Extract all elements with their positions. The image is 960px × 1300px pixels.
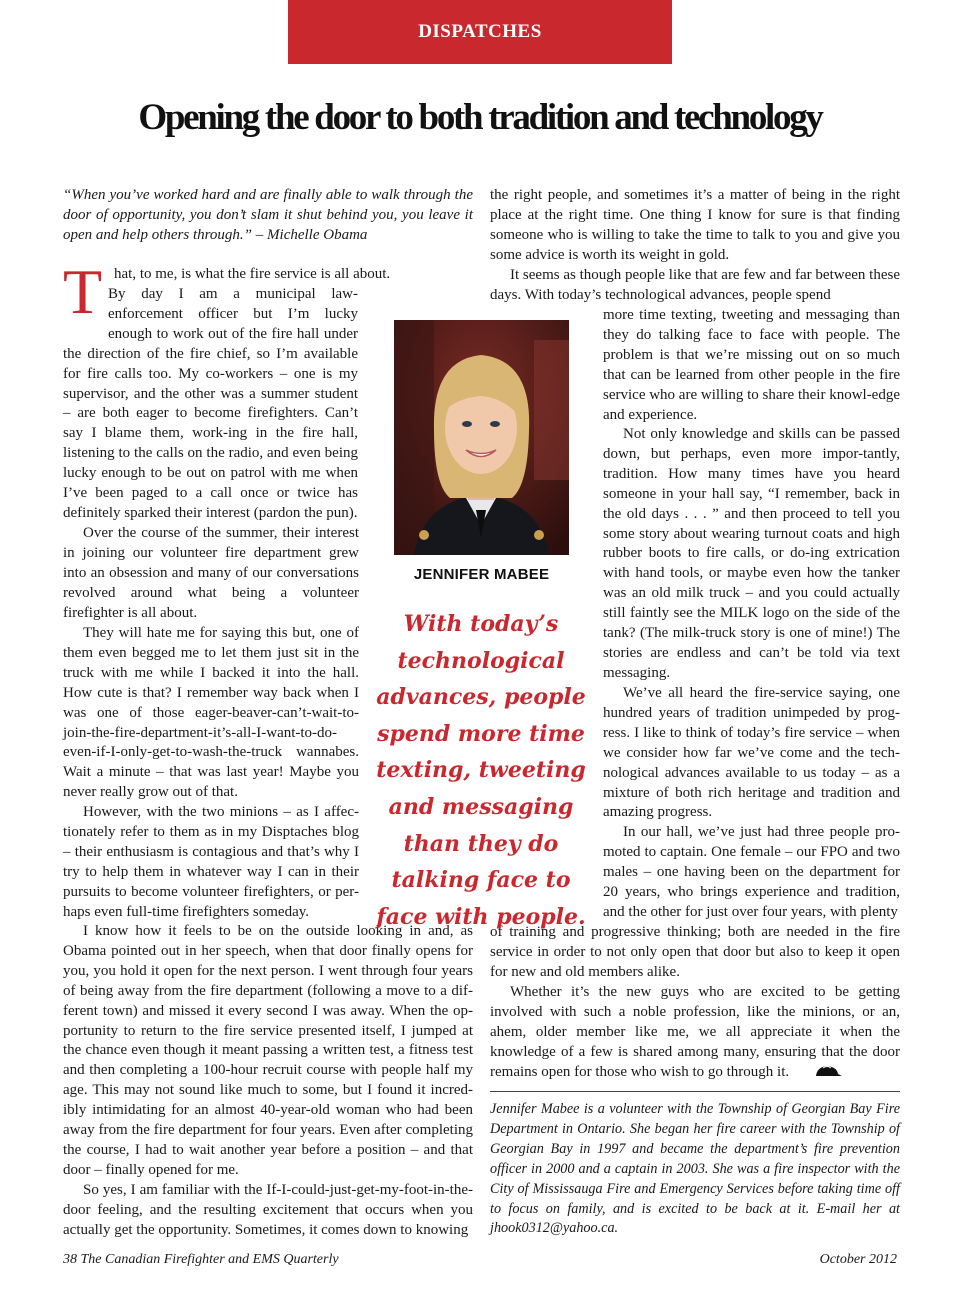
section-label: DISPATCHES xyxy=(418,21,542,42)
left-para-5: However, with the two minions – as I affec-tionately refer to them as in my Disptaches blog – their enthusiasm is contagious and that’s why I try to help them in whatever way I can in their pursuits to become volunteer firefighters, or per-haps even full-time firefighters someday. xyxy=(63,804,359,920)
photo-caption: JENNIFER MABEE xyxy=(413,566,550,583)
drop-cap: T xyxy=(63,256,103,327)
bio-divider xyxy=(490,1091,900,1092)
right-para-8 xyxy=(490,983,900,1085)
right-para-8-text: Whether it’s the new guys who are excited to be getting involved with such a noble profession, like the minions, or an, ahem, older member like me, we all appreciate it when the knowledge of a few is shared among many, ensuring that the door remains open for those who wish to go through it. xyxy=(490,984,900,1080)
pull-quote: With today’s technological advances, people spend more time texting, tweeting and messaging than they do talking face to face with people. xyxy=(376,611,586,930)
right-para-2: It seems as though people like that are few and far between these days. With today’s technological advances, people spend xyxy=(490,267,900,303)
left-para-1: hat, to me, is what the fire service is all about. xyxy=(114,266,391,282)
fire-helmet-icon xyxy=(793,1064,843,1085)
quote-attribution: – Michelle Obama xyxy=(252,226,368,243)
article-title: Opening the door to both tradition and technology xyxy=(138,97,822,138)
left-para-3: Over the course of the summer, their interest in joining our volunteer fire department grew into an obsession and many of our conversations revolved around what being a volunteer firefighter is all about. xyxy=(63,525,359,621)
opening-quote xyxy=(63,186,473,246)
left-para-7: So yes, I am familiar with the If-I-could-just-get-my-foot-in-the-door feeling, and the resulting excitement that occurs when you actually get the opportunity. Sometimes, it comes down to knowing xyxy=(63,1182,473,1238)
right-para-4: Not only knowledge and skills can be passed down, but perhaps, even more impor-tantly, tradition. How many times have you heard someone in your hall say, “I remember, back in the old days . . . ” and then proceed to tell you some story about wearing turnout coats and high rubber boots to fire calls, or do-ing extrication with hand tools, or maybe even how the tanker was an old milk truck – and you could actually still faintly see the MILK logo on the side of the tank? (The milk-truck story is one of mine!) The stories are endless and can’t be told via text messaging. xyxy=(603,426,900,681)
section-banner xyxy=(288,0,672,64)
right-para-1: the right people, and sometimes it’s a matter of being in the right place at the right time. One thing I know for sure is that finding someone who is willing to take the time to talk to you and give you some advice is worth its weight in gold. xyxy=(490,187,900,263)
right-para-7: of training and progressive thinking; both are needed in the fire service in order to not only open that door but also to keep it open for new and old members alike. xyxy=(490,924,900,980)
right-para-6: In our hall, we’ve just had three people pro-moted to captain. One female – our FPO and two males – one having been on the department for 20 years, who brings experience and tradition, and the other for just over four years, with plenty xyxy=(603,824,900,920)
author-photo xyxy=(394,320,569,555)
author-bio: Jennifer Mabee is a volunteer with the Township of Georgian Bay Fire Department in Ontario. She began her fire career with the Township of Georgian Bay in 1997 and became the department’s fire prevention officer in 2000 and a captain in 2003. She was a fire inspector with the City of Mississauga Fire and Emergency Services before taking time off to focus on family, and is excited to be back at it. E-mail her at jhook0312@yahoo.ca. xyxy=(490,1101,900,1237)
left-para-6: I know how it feels to be on the outside looking in and, as Obama pointed out in her speech, when that door finally opens for you, you hold it open for the next person. I went through four years of being away from the fire department (following a move to a dif-ferent town) and missed it every second I was away. When the op-portunity to return to the fire service presented itself, I jumped at the chance even though it meant passing a written test, a fitness test and then completing a 100-hour recruit course with people half my age. This may not sound like much to some, but I found it incred-ibly intimidating for an almost 40-year-old woman who had been away from the fire department for four years. Even after completing the course, I had to wait another year before a position – and that door – finally opened for me. xyxy=(63,923,473,1178)
right-para-5: We’ve all heard the fire-service saying, one hundred years of tradition unimpeded by prog-ress. I like to think of today’s fire service – when we consider how far we’ve come and the tech-nological advances available to us today – as a mixture of both rich heritage and tradition and amazing progress. xyxy=(603,685,900,821)
footer-date: October 2012 xyxy=(819,1252,897,1267)
left-para-4: They will hate me for saying this but, one of them even begged me to let them just sit in the truck with me while I backed it into the hall. How cute is that? I remember way back when I was one of those eager-beaver-can’t-wait-to-join-the-fire-department-it’s-all-I-want-to-do-even-if-I-only-get-to-wash-the-truck wannabes. Wait a minute – that was last year! Maybe you never really grow out of that. xyxy=(63,625,359,801)
right-para-3: more time texting, tweeting and messaging than they do talking face to face with people. The problem is that we’re missing out on so much that can be learned from other people in the fire service who are willing to share their knowl-edge and experience. xyxy=(603,307,900,423)
quote-text: “When you’ve worked hard and are finally able to walk through the door of opportunity, you don’t slam it shut behind you, you leave it open and help others through.” xyxy=(63,187,473,243)
left-para-2-text: By day I am a municipal law-enforcement officer but I’m lucky enough to work out of the fire hall under the direction of the fire chief, so I’m available for fire calls too. My co-workers – one is my supervisor, and the other was a summer student – are both eager to become firefighters. Can’t say I blame them, work-ing in the fire hall, listening to the calls on the radio, and even being lucky enough to be out on patrol with me when I’ve been paged to a call once or twice has definitely sparked their interest (pardon the pun). xyxy=(63,286,358,521)
footer-publication: 38 The Canadian Firefighter and EMS Quarterly xyxy=(63,1252,339,1267)
